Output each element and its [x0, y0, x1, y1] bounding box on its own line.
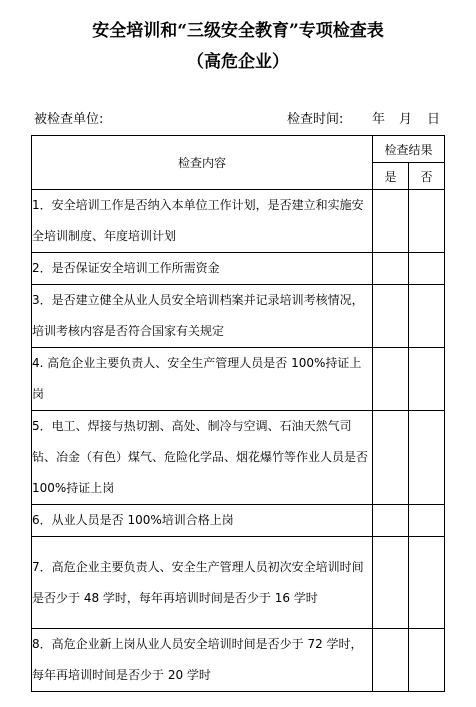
yes-cell-6[interactable]	[373, 505, 409, 537]
no-cell-1[interactable]	[409, 190, 445, 253]
inspection-time-label: 检查时间:	[287, 112, 344, 127]
table-row	[32, 505, 445, 537]
yes-cell-1[interactable]	[373, 190, 409, 253]
yes-cell-3[interactable]	[373, 285, 409, 348]
check-item-8: 8．高危企业新上岗从业人员安全培训时间是否少于 72 学时，每年再培训时间是否少于 20 学时	[32, 629, 373, 692]
no-cell-7[interactable]	[409, 537, 445, 629]
table-row	[32, 537, 445, 629]
inspection-time-field	[287, 111, 440, 129]
yes-cell-2[interactable]	[373, 253, 409, 285]
inspection-table	[31, 135, 445, 692]
check-item-6: 6．从业人员是否 100%培训合格上岗	[32, 505, 373, 537]
check-item-5: 5．电工、焊接与热切割、高处、制冷与空调、石油天然气司钻、冶金（有色）煤气、危险化学品、烟花爆竹等作业人员是否 100%持证上岗	[32, 411, 373, 505]
no-cell-6[interactable]	[409, 505, 445, 537]
check-item-3: 3．是否建立健全从业人员安全培训档案并记录培训考核情况，培训考核内容是否符合国家有关规定	[32, 285, 373, 348]
year-label: 年	[372, 112, 386, 127]
yes-cell-5[interactable]	[373, 411, 409, 505]
no-cell-4[interactable]	[409, 348, 445, 411]
inspected-unit-label: 被检查单位:	[34, 112, 104, 127]
check-item-1: 1．安全培训工作是否纳入本单位工作计划，是否建立和实施安全培训制度、年度培训计划	[32, 190, 373, 253]
no-cell-5[interactable]	[409, 411, 445, 505]
day-label: 日	[427, 112, 441, 127]
header-content: 检查内容	[32, 136, 373, 190]
no-cell-8[interactable]	[409, 629, 445, 692]
table-row	[32, 285, 445, 348]
no-cell-3[interactable]	[409, 285, 445, 348]
no-cell-2[interactable]	[409, 253, 445, 285]
table-row	[32, 190, 445, 253]
yes-cell-7[interactable]	[373, 537, 409, 629]
table-row	[32, 348, 445, 411]
table-row	[32, 253, 445, 285]
check-item-4: 4. 高危企业主要负责人、安全生产管理人员是否 100%持证上岗	[32, 348, 373, 411]
document-title: 安全培训和“三级安全教育”专项检查表	[92, 21, 384, 41]
header-yes: 是	[373, 163, 409, 190]
yes-cell-4[interactable]	[373, 348, 409, 411]
table-row	[32, 411, 445, 505]
table-row	[32, 629, 445, 692]
yes-cell-8[interactable]	[373, 629, 409, 692]
document-subtitle: （高危企业）	[187, 52, 289, 72]
header-no: 否	[409, 163, 445, 190]
header-result: 检查结果	[373, 136, 445, 163]
check-item-2: 2．是否保证安全培训工作所需资金	[32, 253, 373, 285]
month-label: 月	[399, 112, 413, 127]
check-item-7: 7．高危企业主要负责人、安全生产管理人员初次安全培训时间是否少于 48 学时，每年再培训时间是否少于 16 学时	[32, 537, 373, 629]
